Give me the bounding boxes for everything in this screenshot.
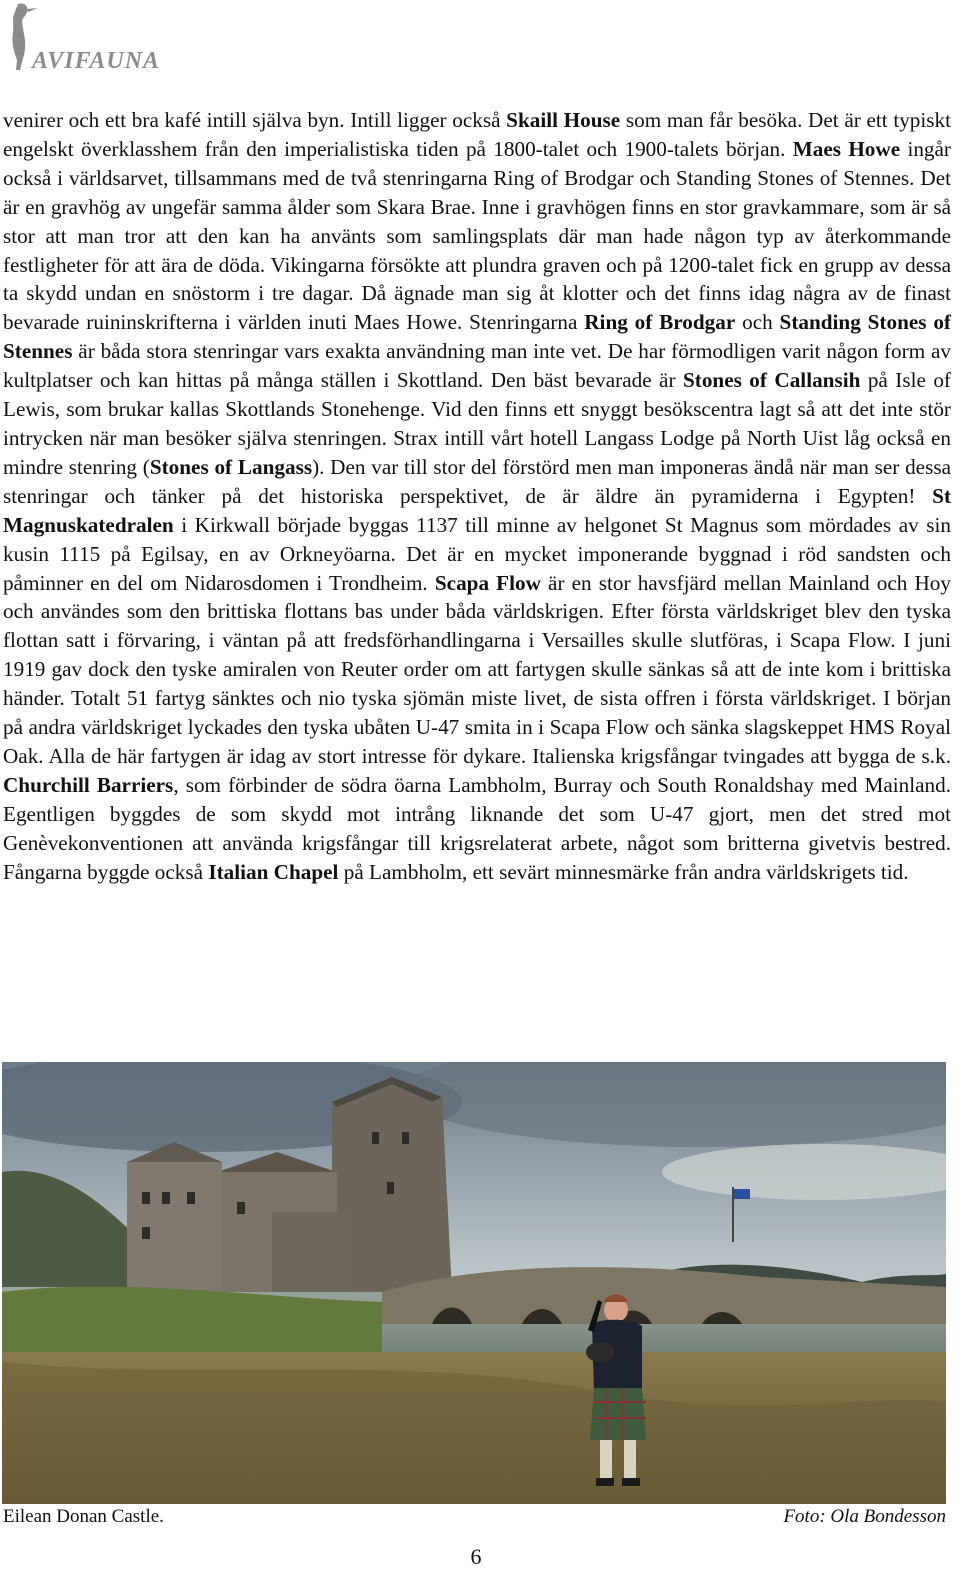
bold-term: Stones of Callansih (682, 368, 861, 393)
text-run: ingår också i världsarvet, tillsammans med de två stenringarna Ring of Brodgar och Standing Stones of Stennes. Det är en gravhög av ungefär samma ålder som Skara Brae. Inne i gravhögen finns en stor gravkammare, som är så stor att man tror att den kan ha använts som samlingsplats där man hade någon typ av återkommande festligheter för att ära de döda. Vikingarna försökte att plundra graven och på 1200-talet fick en grupp av dessa ta skydd undan en snöstorm i tre dagar. Då ägnade man sig åt klotter och det finns idag några av de finast bevarade ruininskrifterna i världen inuti Maes Howe. Stenringarna (3, 136, 951, 335)
text-run: och (735, 310, 780, 335)
text-run: i Kirkwall började byggas 1137 till minne av helgonet St Magnus som mördades av sin kusin 1115 på Egilsay, en av Orkneyöarna. Det är en mycket imponerande byggnad i röd sandsten och påminner en del om Nidarosdomen i Trondheim. (3, 512, 951, 595)
text-run: som man får besöka. Det är ett typiskt engelskt överklasshem från den imperialistiska tiden på 1800-talet och 1900-talets början. (3, 108, 952, 161)
text-run: på Lambholm, ett sevärt minnesmärke från andra världskrigets tid. (338, 859, 909, 884)
bold-term: Stones of Langass (149, 454, 313, 479)
castle-photo (2, 1062, 946, 1504)
bold-term: Maes Howe (792, 136, 901, 161)
photo-credit: Foto: Ola Bondesson (783, 1506, 946, 1527)
bold-term: Italian Chapel (208, 859, 339, 884)
text-run: är en stor havsfjärd mellan Mainland och Hoy och användes som den brittiska flottans bas under båda världskrigen. Efter första världskriget blev den tyska flottan satt i förvaring, i väntan på att fredsförhandlingarna i Versailles skulle slutföras, i Scapa Flow. I juni 1919 gav dock den tyske amiralen von Reuter order om att fartygen skulle sänkas så att de inte kom i brittiska händer. Totalt 51 fartyg sänktes och nio tyska sjömän miste livet, de sista offren i första världskriget. I början på andra världskriget lyckades den tyska ubåten U-47 smita in i Scapa Flow och sänka slagskeppet HMS Royal Oak. Alla de här fartygen är idag av stort intresse för dykare. Italienska krigsfångar tvingades att bygga de s.k. (3, 570, 951, 768)
text-run: venirer och ett bra kafé intill själva byn. Intill ligger också (3, 108, 507, 132)
bold-term: Churchill Barriers (3, 772, 174, 797)
body-paragraph (3, 106, 951, 886)
bold-term: Skaill House (506, 108, 621, 132)
text-run: , som förbinder de södra öarna Lambholm, Burray och South Ronaldshay med Mainland. Egentligen byggdes de som skydd mot intrång liknande det som U-47 gjort, men det stred mot Genèvekonventionen att använda krigsfångar till krigsrelaterat arbete, något som britterna givetvis bestred. Fångarna byggde också (3, 772, 951, 884)
bold-term: St Magnuskatedralen (3, 483, 951, 537)
text-run: ). Den var till stor del förstörd men man imponeras ändå när man ser dessa stenringar och tänker på det historiska perspektivet, de är äldre än pyramiderna i Egypten! (3, 454, 951, 508)
logo-text: AVIFAUNA (32, 48, 161, 74)
bold-term: Scapa Flow (434, 570, 541, 595)
avifauna-logo (2, 0, 182, 80)
bold-term: Ring of Brodgar (584, 310, 736, 335)
text-run: är båda stora stenringar vars exakta användning man inte vet. De har förmodligen varit någon form av kultplatser och kan hittas på många ställen i Skottland. Den bäst bevarade är (3, 339, 951, 393)
text-run: på Isle of Lewis, som brukar kallas Skottlands Stonehenge. Vid den finns ett snyggt besökscentra lagt så att det inte stör intrycken när man besöker själva stenringen. Strax intill vårt hotell Langass Lodge på North Uist låg också en mindre stenring ( (3, 368, 951, 479)
bold-term: Standing Stones of Stennes (3, 310, 951, 364)
page-number: 6 (470, 1544, 482, 1569)
photo-caption: Eilean Donan Castle. (3, 1506, 164, 1527)
